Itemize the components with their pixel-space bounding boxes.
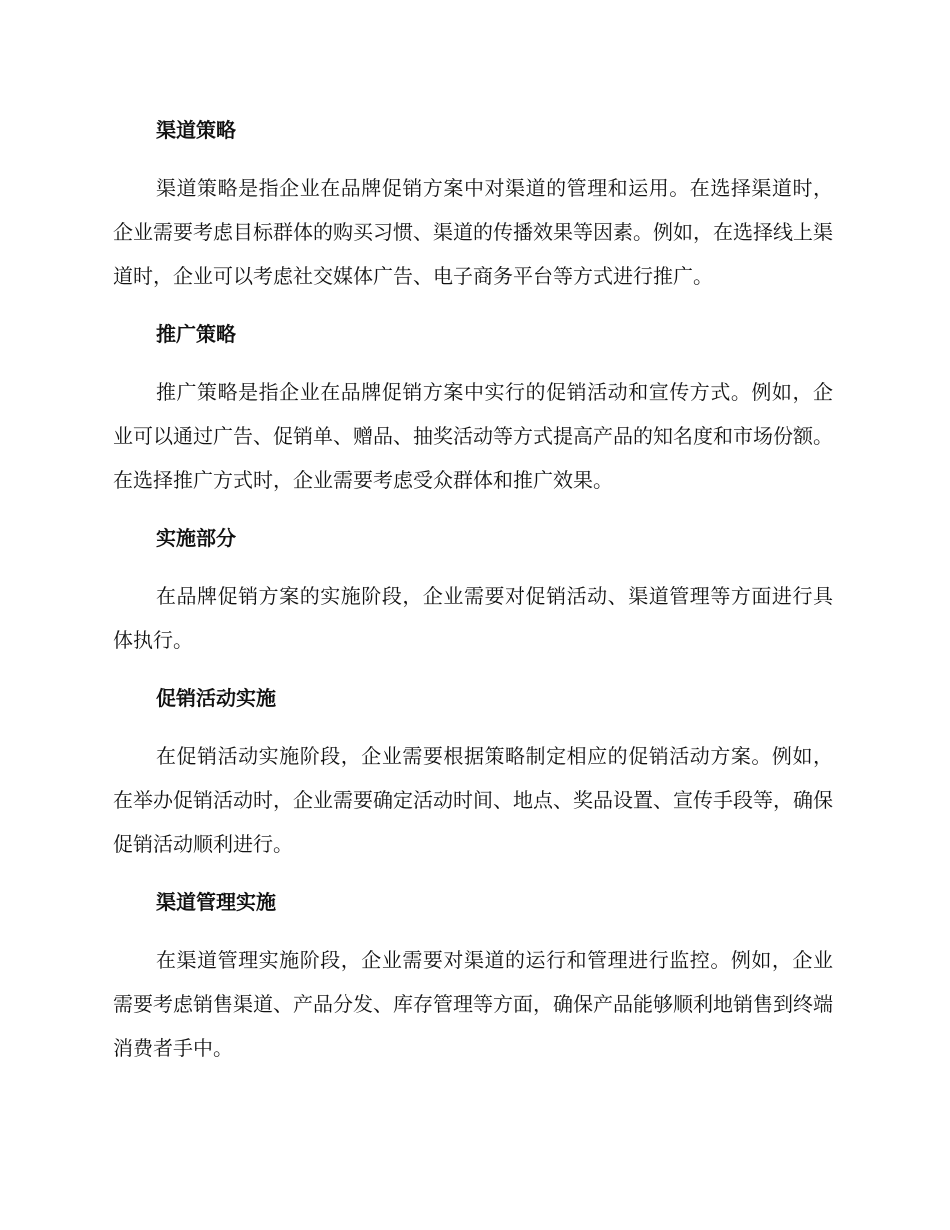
section-heading-channel-management: 渠道管理实施 xyxy=(156,890,276,914)
section-body-channel-management: 在渠道管理实施阶段，企业需要对渠道的运行和管理进行监控。例如，企业需要考虑销售渠道、产品分发、库存管理等方面，确保产品能够顺利地销售到终端消费者手中。 xyxy=(113,948,833,1060)
section-heading-promotion-activity: 促销活动实施 xyxy=(156,686,276,710)
section-body-implementation: 在品牌促销方案的实施阶段，企业需要对促销活动、渠道管理等方面进行具体执行。 xyxy=(113,584,833,652)
section-heading-channel-strategy: 渠道策略 xyxy=(156,118,236,142)
section-body-promotion-activity: 在促销活动实施阶段，企业需要根据策略制定相应的促销活动方案。例如，在举办促销活动时，企业需要确定活动时间、地点、奖品设置、宣传手段等，确保促销活动顺利进行。 xyxy=(113,744,833,856)
section-body-promotion-strategy: 推广策略是指企业在品牌促销方案中实行的促销活动和宣传方式。例如，企业可以通过广告、促销单、赠品、抽奖活动等方式提高产品的知名度和市场份额。在选择推广方式时，企业需要考虑受众群体和推广效果。 xyxy=(113,380,833,492)
section-heading-implementation: 实施部分 xyxy=(156,526,236,550)
document-content xyxy=(113,108,833,1070)
section-body-channel-strategy: 渠道策略是指企业在品牌促销方案中对渠道的管理和运用。在选择渠道时，企业需要考虑目标群体的购买习惯、渠道的传播效果等因素。例如，在选择线上渠道时，企业可以考虑社交媒体广告、电子商务平台等方式进行推广。 xyxy=(113,176,833,288)
section-heading-promotion-strategy: 推广策略 xyxy=(156,322,236,346)
